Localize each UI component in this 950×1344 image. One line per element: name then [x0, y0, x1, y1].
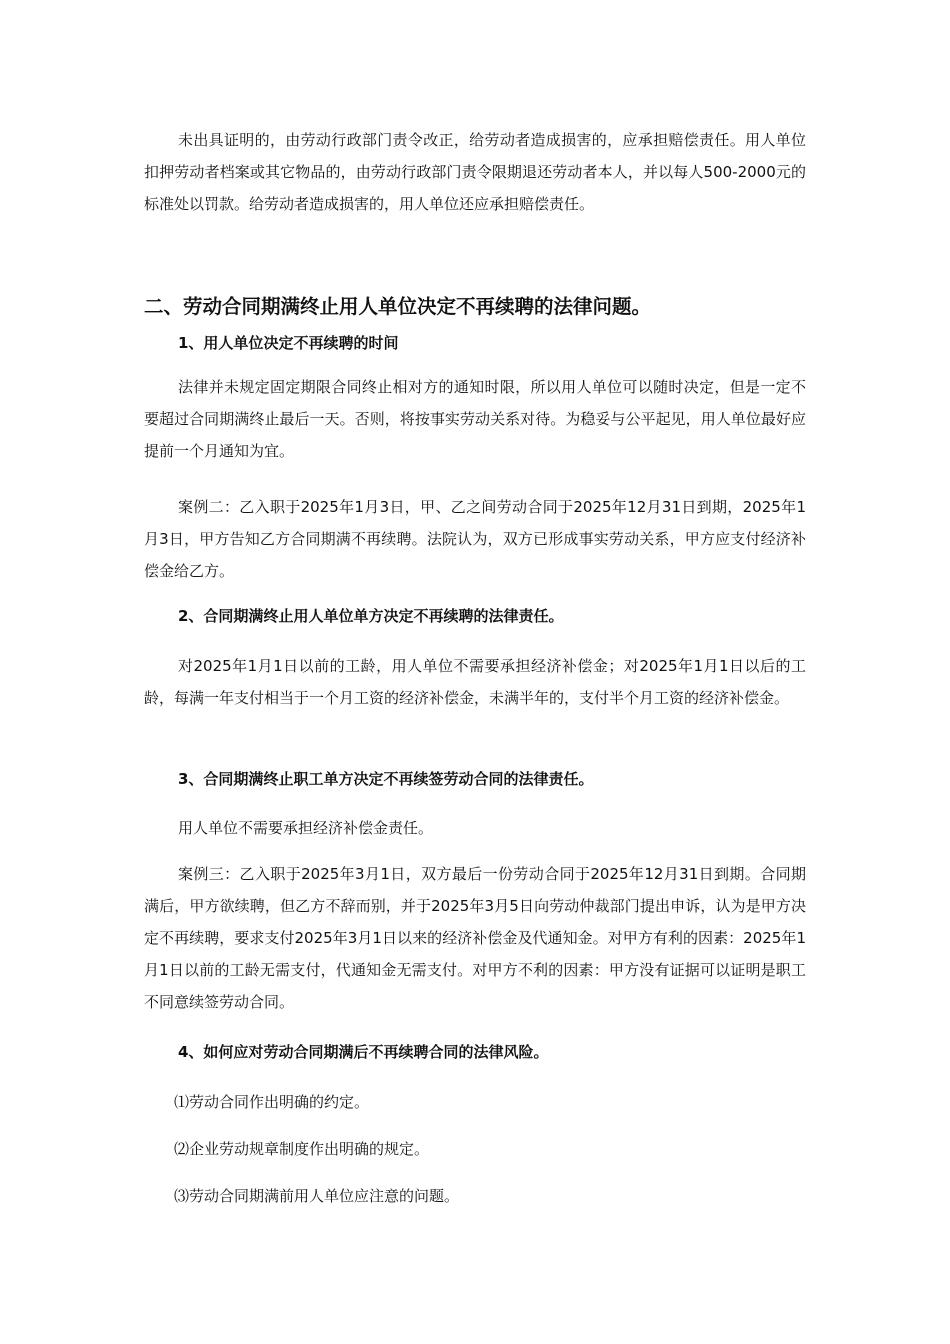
paragraph-compensation: 对2025年1月1日以前的工龄，用人单位不需要承担经济补偿金；对2025年1月1日以后的工龄，每满一年支付相当于一个月工资的经济补偿金，未满半年的，支付半个月工资的经济补偿金。 [144, 657, 806, 707]
paragraph-no-compensation: 用人单位不需要承担经济补偿金责任。 [178, 819, 434, 837]
paragraph-notice-time: 法律并未规定固定期限合同终止相对方的通知时限，所以用人单位可以随时决定，但是一定不要超过合同期满终止最后一天。否则，将按事实劳动关系对待。为稳妥与公平起见，用人单位最好应提前一个月通知为宜。 [144, 378, 806, 460]
subheading-3: 3、合同期满终止职工单方决定不再续签劳动合同的法律责任。 [178, 770, 594, 788]
list-item-1: ⑴劳动合同作出明确的约定。 [174, 1093, 370, 1111]
subheading-1: 1、用人单位决定不再续聘的时间 [178, 334, 399, 352]
list-item-2: ⑵企业劳动规章制度作出明确的规定。 [174, 1140, 430, 1158]
list-item-3: ⑶劳动合同期满前用人单位应注意的问题。 [174, 1187, 460, 1205]
paragraph-case-two: 案例二：乙入职于2025年1月3日，甲、乙之间劳动合同于2025年12月31日到期，2025年1月3日，甲方告知乙方合同期满不再续聘。法院认为，双方已形成事实劳动关系，甲方应支付经济补偿金给乙方。 [144, 498, 806, 580]
paragraph-case-three: 案例三：乙入职于2025年3月1日，双方最后一份劳动合同于2025年12月31日到期。合同期满后，甲方欲续聘，但乙方不辞而别，并于2025年3月5日向劳动仲裁部门提出申诉，认为是甲方决定不再续聘，要求支付2025年3月1日以来的经济补偿金及代通知金。对甲方有利的因素：2025年1月1日以前的工龄无需支付，代通知金无需支付。对甲方不利的因素：甲方没有证据可以证明是职工不同意续签劳动合同。 [144, 865, 806, 1011]
paragraph-continuation: 未出具证明的，由劳动行政部门责令改正，给劳动者造成损害的，应承担赔偿责任。用人单位扣押劳动者档案或其它物品的，由劳动行政部门责令限期退还劳动者本人，并以每人500-2000元的标准处以罚款。给劳动者造成损害的，用人单位还应承担赔偿责任。 [144, 131, 806, 213]
subheading-2: 2、合同期满终止用人单位单方决定不再续聘的法律责任。 [178, 607, 564, 625]
subheading-4: 4、如何应对劳动合同期满后不再续聘合同的法律风险。 [178, 1043, 549, 1061]
section-heading: 二、劳动合同期满终止用人单位决定不再续聘的法律问题。 [144, 295, 652, 318]
